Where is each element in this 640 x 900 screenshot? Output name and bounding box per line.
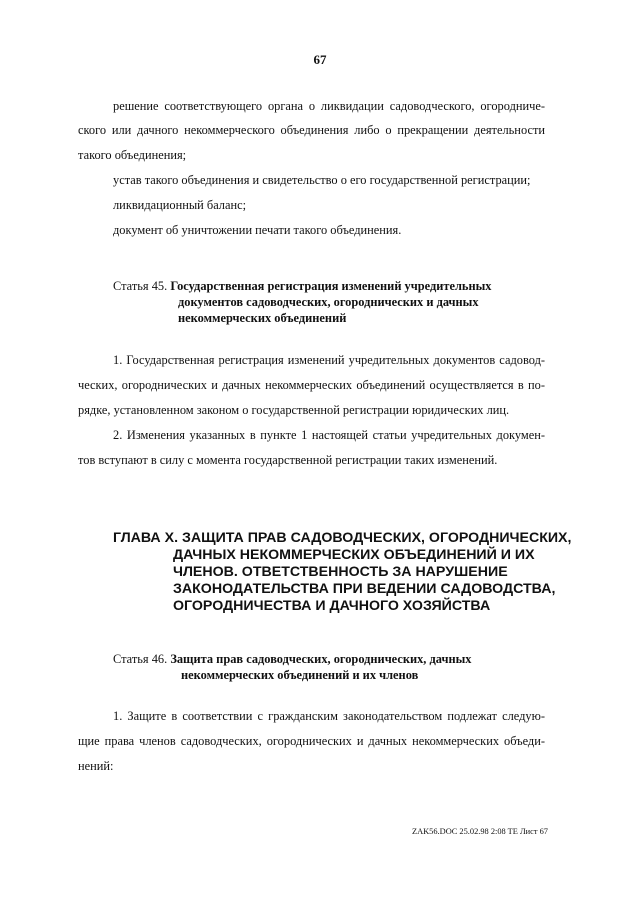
paragraph-line: ческих, огороднических и дачных некоммерческих объединений осуществляется в по- (78, 378, 545, 392)
chapter-title: ЧЛЕНОВ. ОТВЕТСТВЕННОСТЬ ЗА НАРУШЕНИЕ (173, 564, 508, 580)
article-45-heading (113, 278, 491, 294)
article-title: Государственная регистрация изменений учредительных (170, 279, 492, 293)
paragraph: устав такого объединения и свидетельство о его государственной регистрации; (113, 173, 531, 187)
article-label: Статья 46. (113, 652, 168, 666)
paragraph-line: рядке, установленном законом о государственной регистрации юридических лиц. (78, 403, 510, 417)
chapter-heading (113, 530, 571, 547)
article-title: документов садоводческих, огороднических и дачных (178, 295, 479, 309)
chapter-title: ЗАКОНОДАТЕЛЬСТВА ПРИ ВЕДЕНИИ САДОВОДСТВА, (173, 581, 556, 597)
paragraph-line: ского или дачного некоммерческого объединения либо о прекращении деятельности (78, 123, 545, 137)
paragraph: документ об уничтожении печати такого объединения. (113, 223, 402, 237)
article-label: Статья 45. (113, 279, 168, 293)
article-46-heading (113, 651, 471, 667)
chapter-title: ЗАЩИТА ПРАВ САДОВОДЧЕСКИХ, ОГОРОДНИЧЕСКИХ, (181, 530, 572, 546)
page-number: 67 (313, 52, 327, 67)
chapter-label: ГЛАВА X. (113, 530, 179, 546)
article-title: некоммерческих объединений и их членов (181, 668, 419, 682)
paragraph-line: решение соответствующего органа о ликвидации садоводческого, огородниче- (113, 99, 545, 113)
paragraph-line: 1. Защите в соответствии с гражданским законодательством подлежат следую- (113, 709, 545, 723)
chapter-title: ОГОРОДНИЧЕСТВА И ДАЧНОГО ХОЗЯЙСТВА (173, 598, 491, 614)
article-title: Защита прав садоводческих, огороднических, дачных (170, 652, 472, 666)
paragraph-line: 1. Государственная регистрация изменений учредительных документов садовод- (113, 353, 545, 367)
chapter-title: ДАЧНЫХ НЕКОММЕРЧЕСКИХ ОБЪЕДИНЕНИЙ И ИХ (173, 547, 535, 563)
paragraph-line: 2. Изменения указанных в пункте 1 настоящей статьи учредительных докумен- (113, 428, 545, 442)
paragraph-line: нений: (78, 759, 114, 773)
document-footer: ZAK56.DOC 25.02.98 2:08 TE Лист 67 (411, 827, 548, 836)
article-title: некоммерческих объединений (178, 311, 347, 325)
paragraph-line: щие права членов садоводческих, огороднических и дачных некоммерческих объеди- (78, 734, 545, 748)
paragraph: ликвидационный баланс; (113, 198, 247, 212)
paragraph-line: тов вступают в силу с момента государственной регистрации таких изменений. (78, 453, 498, 467)
paragraph-line: такого объединения; (78, 148, 187, 162)
